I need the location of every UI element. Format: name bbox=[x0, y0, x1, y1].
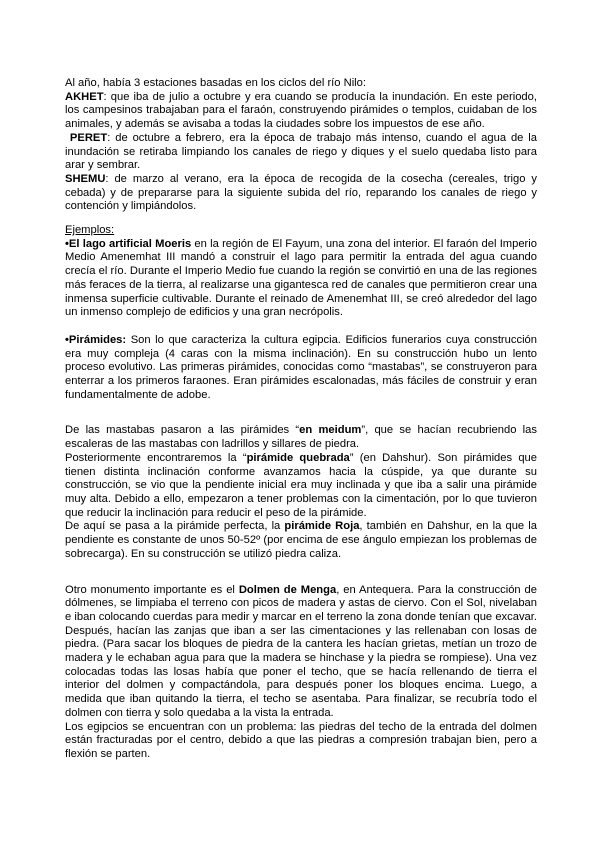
roja-paragraph bbox=[65, 520, 537, 561]
meidum-bold: en meidum bbox=[299, 424, 362, 437]
problem-text: Los egipcios se encuentran con un problema: las piedras del techo de la entrada del dolmen están fracturadas por el centro, debido a que las piedras a compresión trabajan bien, pero a flexión se parten. bbox=[65, 720, 537, 760]
intro-paragraph bbox=[65, 77, 537, 91]
pyramids-text: Son lo que caracteriza la cultura egipcia. Edificios funerarios cuya construcción era muy compleja (4 caras con la misma inclinación). En su construcción hubo un lento proceso evolutivo. Las primeras pirámides, conocidas como “mastabas”, se construyeron para enterrar a los primeros faraones. Eran pirámides escalonadas, más fáciles de construir y eran fundamentalmente de adobe. bbox=[65, 333, 537, 401]
document-page bbox=[65, 77, 537, 762]
quebrada-paragraph bbox=[65, 452, 537, 521]
menga-paragraph bbox=[65, 584, 537, 721]
season-shemu bbox=[65, 173, 537, 214]
roja-bold: pirámide Roja bbox=[284, 520, 360, 533]
bullet: • bbox=[65, 237, 69, 250]
meidum-paragraph bbox=[65, 424, 537, 451]
menga-pre: Otro monumento importante es el bbox=[65, 583, 239, 596]
roja-pre: De aquí se pasa a la pirámide perfecta, la bbox=[65, 520, 285, 533]
menga-bold: Dolmen de Menga bbox=[238, 583, 337, 596]
pyramids-title: Pirámides: bbox=[68, 333, 127, 346]
season-text: : que iba de julio a octubre y era cuando se producía la inundación. En este periodo, los campesinos trabajaban para el faraón, construyendo pirámides o templos, cuidaban de los animales, y además se avisaba a todas la ciudades sobre los impuestos de ese año. bbox=[65, 90, 537, 131]
examples-heading bbox=[65, 224, 537, 238]
season-name: PERET bbox=[69, 131, 108, 144]
season-text: : de octubre a febrero, era la época de trabajo más intenso, cuando el agua de la inundación se retiraba limpiando los canales de riego y diques y el suelo quedaba listo para arar y sembrar. bbox=[65, 131, 538, 172]
season-name: AKHET bbox=[65, 90, 104, 103]
problem-paragraph bbox=[65, 721, 537, 762]
roja-post: , también en Dahshur, en la que la pendiente es constante de unos 50-52º (por encima de ese ángulo empiezan los problemas de sobrecarga). En su construcción se utilizó piedra caliza. bbox=[65, 520, 537, 560]
season-text: : de marzo al verano, era la época de recogida de la cosecha (cereales, trigo y cebada) y de prepararse para la siguiente subida del río, reparando los canales de riego y contención y limpiándolos. bbox=[65, 172, 537, 213]
pyramids-paragraph bbox=[65, 334, 537, 403]
intro-text: Al año, había 3 estaciones basadas en los ciclos del río Nilo: bbox=[65, 77, 366, 89]
lake-text: en la región de El Fayum, una zona del interior. El faraón del Imperio Medio Amenemhat III mandó a construir el lago para permitir la entrada del agua cuando crecía el río. Durante el Imperio Medio fue cuando la región se convirtió en una de las regiones más feraces de la tierra, al realizarse una gigantesca red de canales que permitieron crear una inmensa superficie cultivable. Durante el reinado de Amenemhat III, se creó alrededor del lago un inmenso complejo de edificios y una gran necrópolis. bbox=[65, 237, 537, 319]
quebrada-post: ” (en Dahshur). Son pirámides que tienen distinta inclinación conforme avanzamos hacia la cúspide, ya que durante su construcción, se vio que la pendiente inicial era muy inclinada y que iba a salir una pirámide muy alta. Debido a ello, empezaron a tener problemas con la cimentación, por lo que tuvieron que reducir la inclinación para reducir el peso de la pirámide. bbox=[65, 451, 537, 519]
quebrada-bold: pirámide quebrada bbox=[246, 451, 350, 464]
bullet: • bbox=[65, 333, 69, 346]
lake-title: El lago artificial Moeris bbox=[68, 237, 192, 250]
season-name: SHEMU bbox=[65, 172, 106, 185]
meidum-pre: De las mastabas pasaron a las pirámides “ bbox=[65, 424, 300, 437]
examples-heading-text: Ejemplos: bbox=[65, 224, 115, 237]
quebrada-pre: Posteriormente encontraremos la “ bbox=[65, 451, 247, 464]
menga-post: , en Antequera. Para la construcción de dólmenes, se limpiaba el terreno con picos de madera y astas de ciervo. Con el Sol, nivelaban e iban colocando cuerdas para medir y marcar en el terreno la zona donde tenían que excavar. Después, hacían las zanjas que iban a ser las cimentaciones y las rellenaban con losas de piedra. (Para sacar los bloques de piedra de la cantera les hacían grietas, metían un trozo de madera y le echaban agua para que la madera se hinchase y la piedra se rompiese). Una vez colocadas todas las losas había que poner el techo, que se hacía rellenando de tierra el interior del dolmen y compactándola, para después poner los bloques encima. Luego, a medida que iban quitando la tierra, el techo se asentaba. Para finalizar, se recubría todo el dolmen con tierra y solo quedaba a la vista la entrada. bbox=[65, 583, 537, 719]
meidum-post: ”, que se hacían recubriendo las escaleras de las mastabas con ladrillos y sillares de piedra. bbox=[65, 424, 537, 451]
lake-paragraph bbox=[65, 238, 537, 320]
season-akhet bbox=[65, 91, 537, 132]
season-peret bbox=[65, 132, 537, 173]
